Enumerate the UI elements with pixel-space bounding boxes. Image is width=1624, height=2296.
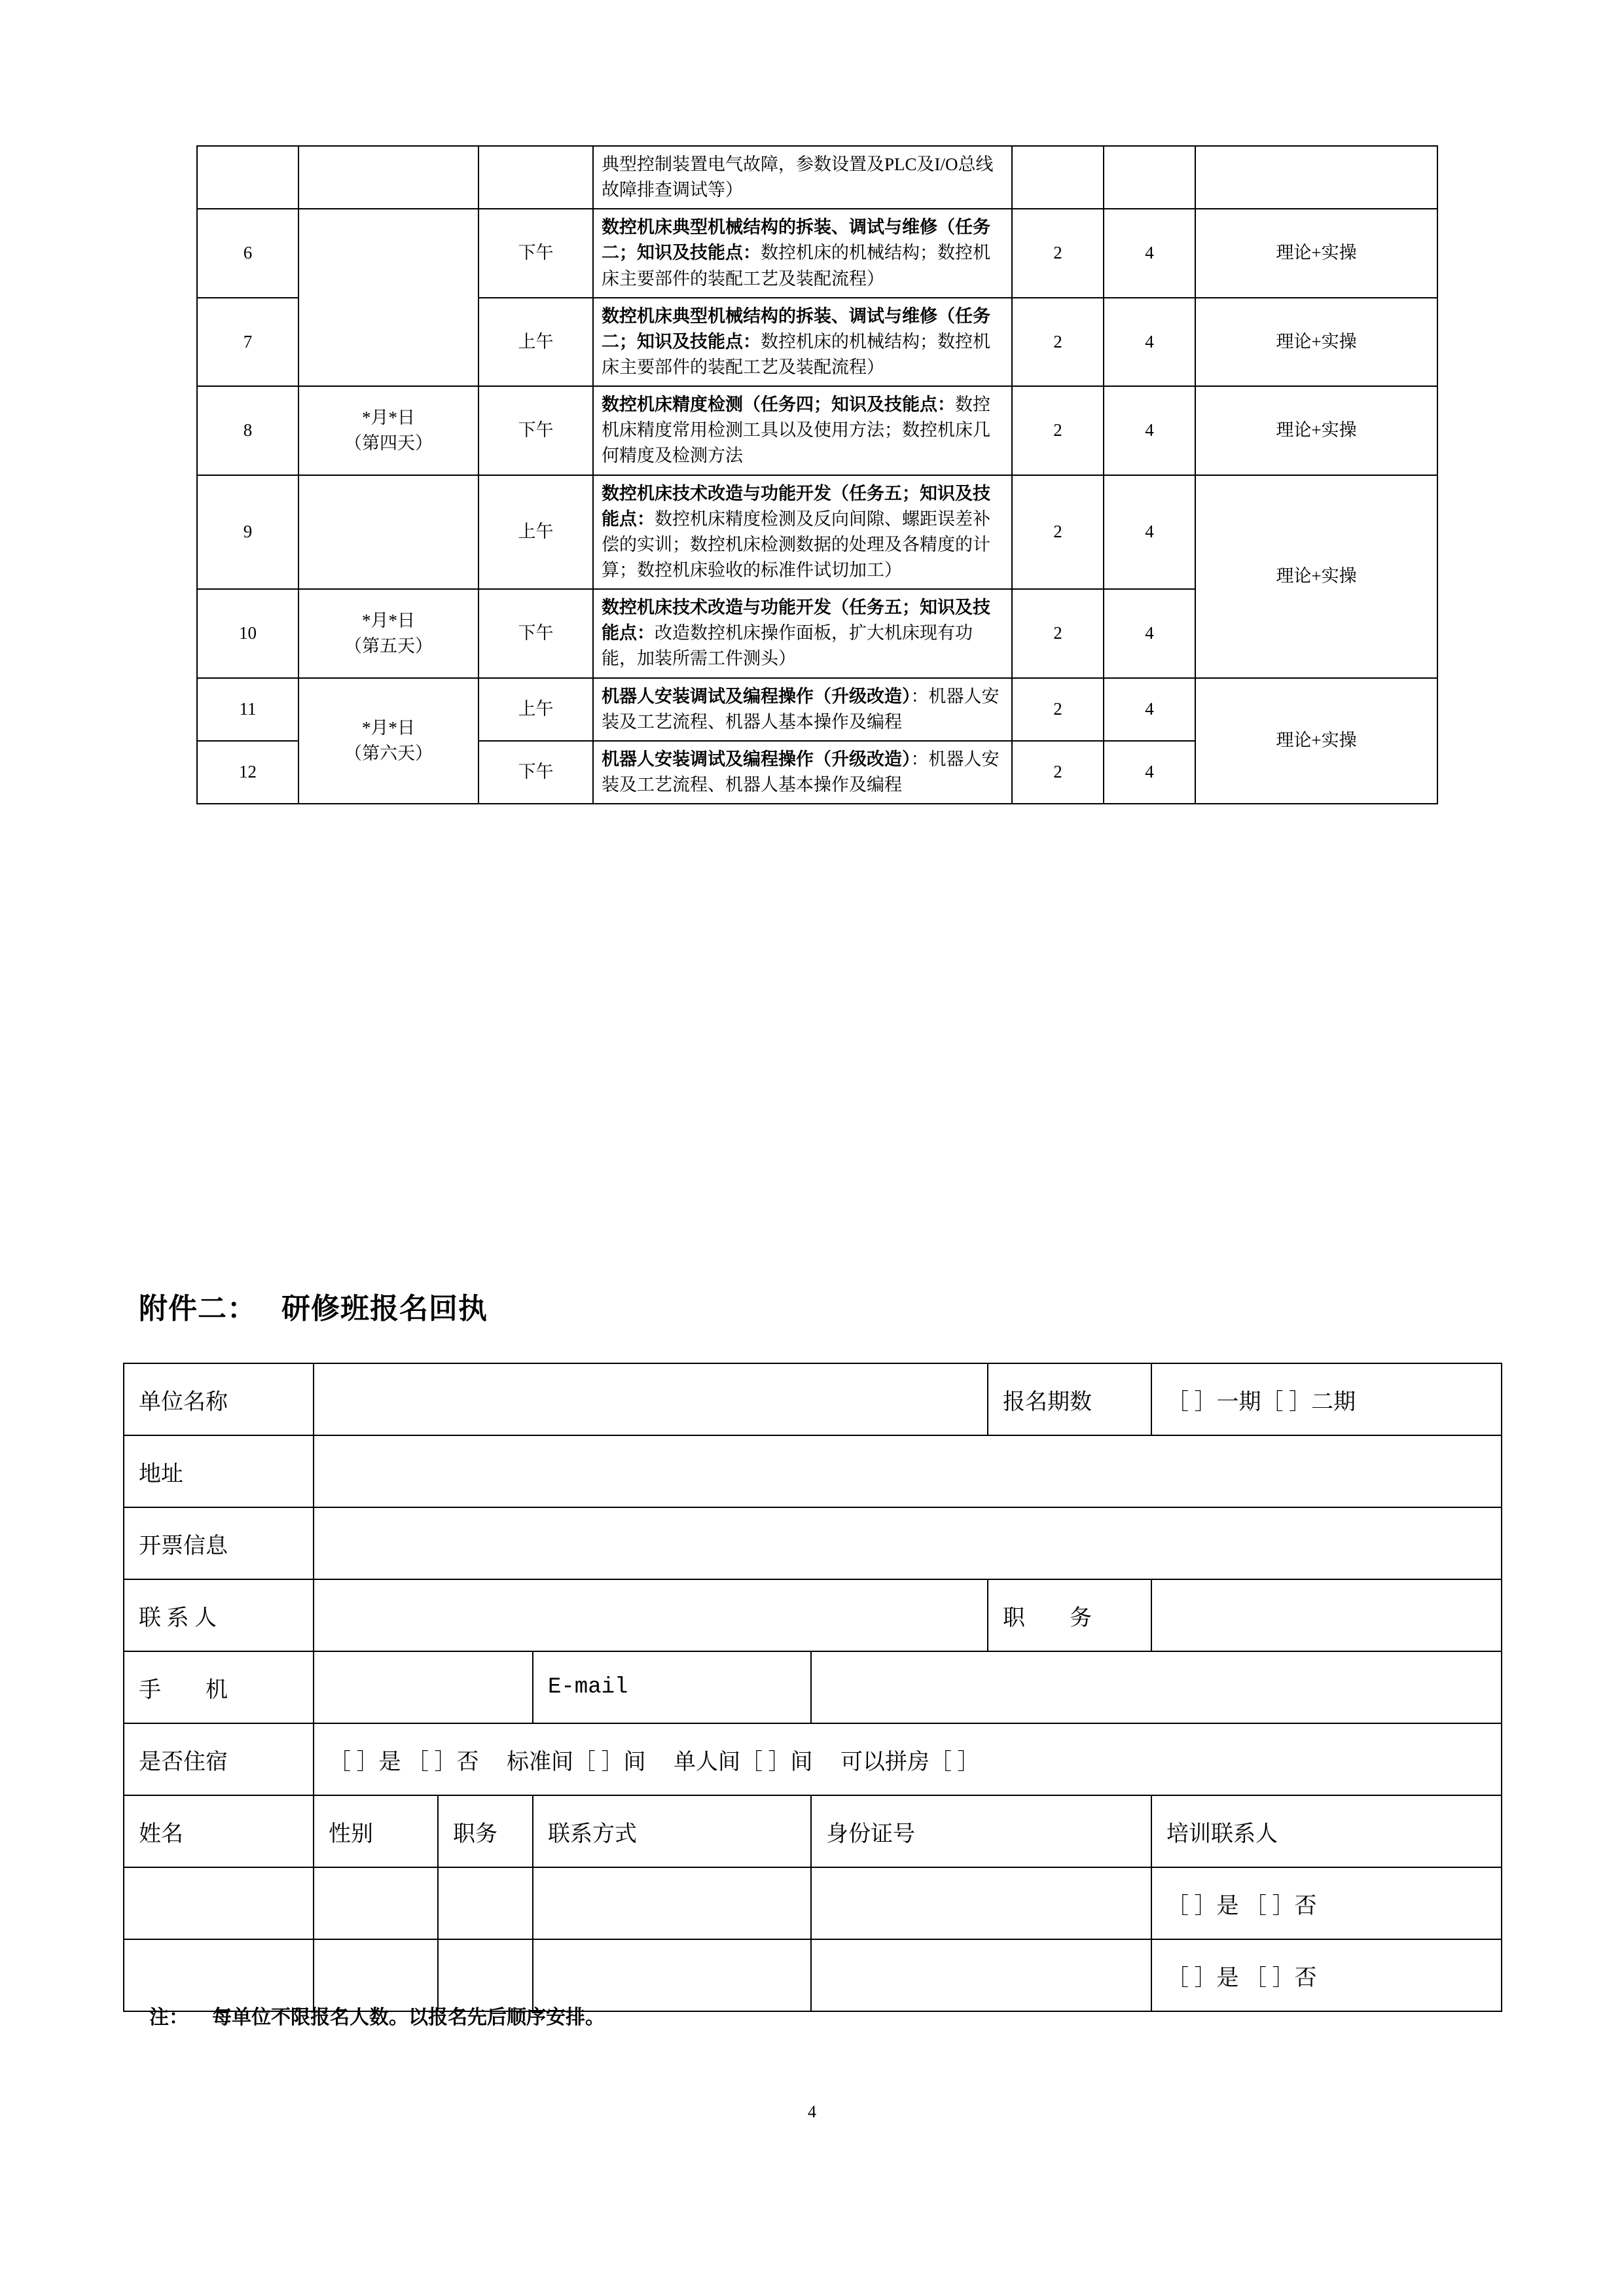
- field-unit-name[interactable]: [314, 1363, 988, 1435]
- cell-half: 上午: [478, 678, 593, 741]
- field-period[interactable]: ［ ］一期［ ］二期: [1151, 1363, 1502, 1435]
- field-address[interactable]: [314, 1435, 1502, 1507]
- cell-half: 下午: [478, 589, 593, 677]
- cell-desc: [593, 146, 1012, 209]
- note-text: 每单位不限报名人数。以报名先后顺序安排。: [212, 2007, 605, 2028]
- cell-mode: 理论+实操: [1195, 678, 1437, 804]
- day-label-line1: *月*日: [362, 407, 415, 427]
- cell-half: 下午: [478, 386, 593, 475]
- cell-mode: 理论+实操: [1195, 298, 1437, 386]
- desc-bold: 数控机床技术改造与功能开发（任务五；知识及技能点：: [602, 598, 990, 643]
- label-address: 地址: [124, 1435, 314, 1507]
- cell-mode: 理论+实操: [1195, 386, 1437, 475]
- desc-bold: 机器人安装调试及编程操作（升级改造）: [602, 749, 911, 769]
- cell-no: 12: [197, 741, 298, 804]
- cell-no: 8: [197, 386, 298, 475]
- cell-practice-hours: 4: [1104, 475, 1195, 590]
- cell-day: [298, 209, 478, 386]
- desc-bold: 数控机床技术改造与功能开发（任务五；知识及技能点：: [602, 483, 990, 529]
- cell-no: 10: [197, 589, 298, 677]
- cell-practice-hours: 4: [1104, 589, 1195, 677]
- cell-practice-hours: 4: [1104, 741, 1195, 804]
- desc-bold: 数控机床典型机械结构的拆装、调试与维修（任务二；知识及技能点：: [602, 306, 990, 351]
- cell-theory-hours: [1012, 146, 1104, 209]
- field-name[interactable]: [124, 1867, 314, 1939]
- field-id-number[interactable]: [811, 1939, 1151, 2011]
- form-row-contact: [124, 1579, 1502, 1651]
- cell-practice-hours: 4: [1104, 678, 1195, 741]
- desc-plain: 数控机床精度常用检测工具以及使用方法；数控机床几何精度及检测方法: [602, 395, 990, 466]
- header-gender: 性别: [314, 1795, 438, 1867]
- table-row: [197, 209, 1437, 297]
- cell-desc: [593, 589, 1012, 677]
- table-row: [197, 146, 1437, 209]
- cell-no: 9: [197, 475, 298, 590]
- day-label-line1: *月*日: [362, 610, 415, 630]
- cell-no: 6: [197, 209, 298, 297]
- table-row: [197, 475, 1437, 590]
- form-table: [123, 1363, 1502, 2012]
- training-schedule-table: [196, 145, 1437, 804]
- field-id-number[interactable]: [811, 1867, 1151, 1939]
- cell-no: 11: [197, 678, 298, 741]
- label-unit-name: 单位名称: [124, 1363, 314, 1435]
- cell-desc: [593, 209, 1012, 297]
- label-email: E-mail: [533, 1651, 811, 1723]
- desc-plain: ：机器人安装及工艺流程、机器人基本操作及编程: [602, 686, 1000, 732]
- desc-bold: 数控机床精度检测（任务四；知识及技能点：: [602, 395, 955, 415]
- form-row-invoice: [124, 1507, 1502, 1579]
- day-label-line2: （第五天）: [344, 636, 433, 656]
- cell-half: 下午: [478, 741, 593, 804]
- attachment-title: 研修班报名回执: [281, 1293, 488, 1325]
- cell-desc: [593, 386, 1012, 475]
- table-row: [197, 678, 1437, 741]
- label-mobile: 手 机: [124, 1651, 314, 1723]
- label-position: 职 务: [988, 1579, 1151, 1651]
- cell-half: 上午: [478, 475, 593, 590]
- field-trainer-contact[interactable]: ［ ］是 ［ ］否: [1151, 1867, 1502, 1939]
- form-row-lodging: [124, 1723, 1502, 1795]
- cell-theory-hours: 2: [1012, 475, 1104, 590]
- day-label-line2: （第四天）: [344, 433, 433, 453]
- desc-bold: 数控机床典型机械结构的拆装、调试与维修（任务二；知识及技能点：: [602, 217, 990, 263]
- form-note: [149, 2001, 605, 2030]
- day-label-line2: （第六天）: [344, 743, 433, 763]
- header-position: 职务: [438, 1795, 533, 1867]
- label-invoice: 开票信息: [124, 1507, 314, 1579]
- cell-day: [298, 678, 478, 804]
- cell-practice-hours: 4: [1104, 209, 1195, 297]
- cell-desc: [593, 741, 1012, 804]
- cell-mode: 理论+实操: [1195, 209, 1437, 297]
- field-position[interactable]: [438, 1867, 533, 1939]
- desc-plain: 数控机床的机械结构；数控机床主要部件的装配工艺及装配流程）: [602, 243, 990, 289]
- label-lodging: 是否住宿: [124, 1723, 314, 1795]
- header-name: 姓名: [124, 1795, 314, 1867]
- cell-mode: [1195, 146, 1437, 209]
- cell-theory-hours: 2: [1012, 298, 1104, 386]
- desc-plain: ：机器人安装及工艺流程、机器人基本操作及编程: [602, 749, 1000, 795]
- field-position[interactable]: [1151, 1579, 1502, 1651]
- field-lodging[interactable]: ［ ］是 ［ ］否 标准间［ ］间 单人间［ ］间 可以拼房［ ］: [314, 1723, 1502, 1795]
- cell-practice-hours: [1104, 146, 1195, 209]
- schedule-table: [196, 145, 1438, 804]
- cell-theory-hours: 2: [1012, 589, 1104, 677]
- desc-plain: 改造数控机床操作面板，扩大机床现有功能，加装所需工件测头）: [602, 623, 973, 669]
- form-row-person-1: [124, 1867, 1502, 1939]
- cell-theory-hours: 2: [1012, 741, 1104, 804]
- cell-half: [478, 146, 593, 209]
- field-contact[interactable]: [314, 1579, 988, 1651]
- page-number: 4: [808, 2102, 816, 2121]
- registration-form-table: [123, 1363, 1501, 2012]
- cell-day: [298, 475, 478, 590]
- field-gender[interactable]: [314, 1867, 438, 1939]
- cell-practice-hours: 4: [1104, 298, 1195, 386]
- field-contact[interactable]: [533, 1867, 811, 1939]
- label-period: 报名期数: [988, 1363, 1151, 1435]
- form-row-address: [124, 1435, 1502, 1507]
- cell-practice-hours: 4: [1104, 386, 1195, 475]
- desc-plain: 典型控制装置电气故障，参数设置及PLC及I/O总线故障排查调试等）: [602, 154, 994, 200]
- cell-no: 7: [197, 298, 298, 386]
- form-row-mobile: [124, 1651, 1502, 1723]
- table-row: [197, 386, 1437, 475]
- attachment-label: 附件二：: [139, 1293, 257, 1325]
- note-label: 注：: [149, 2007, 189, 2028]
- cell-desc: [593, 298, 1012, 386]
- desc-plain: 数控机床的机械结构；数控机床主要部件的装配工艺及装配流程）: [602, 331, 990, 377]
- cell-day: [298, 146, 478, 209]
- field-trainer-contact[interactable]: ［ ］是 ［ ］否: [1151, 1939, 1502, 2011]
- header-contact: 联系方式: [533, 1795, 811, 1867]
- label-contact: 联 系 人: [124, 1579, 314, 1651]
- day-label-line1: *月*日: [362, 717, 415, 738]
- field-email[interactable]: [811, 1651, 1502, 1723]
- cell-mode: 理论+实操: [1195, 475, 1437, 678]
- form-row-person-headers: [124, 1795, 1502, 1867]
- attachment-heading: [139, 1285, 488, 1327]
- cell-day: [298, 589, 478, 677]
- cell-theory-hours: 2: [1012, 386, 1104, 475]
- header-trainer-contact: 培训联系人: [1151, 1795, 1502, 1867]
- cell-desc: [593, 475, 1012, 590]
- field-invoice[interactable]: [314, 1507, 1502, 1579]
- form-row-unit-name: [124, 1363, 1502, 1435]
- cell-half: 下午: [478, 209, 593, 297]
- cell-half: 上午: [478, 298, 593, 386]
- header-id-number: 身份证号: [811, 1795, 1151, 1867]
- cell-day: [298, 386, 478, 475]
- cell-theory-hours: 2: [1012, 678, 1104, 741]
- desc-bold: 机器人安装调试及编程操作（升级改造）: [602, 686, 911, 706]
- field-mobile[interactable]: [314, 1651, 533, 1723]
- cell-desc: [593, 678, 1012, 741]
- cell-no: [197, 146, 298, 209]
- cell-theory-hours: 2: [1012, 209, 1104, 297]
- desc-plain: 数控机床精度检测及反向间隙、螺距误差补偿的实训；数控机床检测数据的处理及各精度的计算；数控机床验收的标准件试切加工）: [602, 509, 990, 580]
